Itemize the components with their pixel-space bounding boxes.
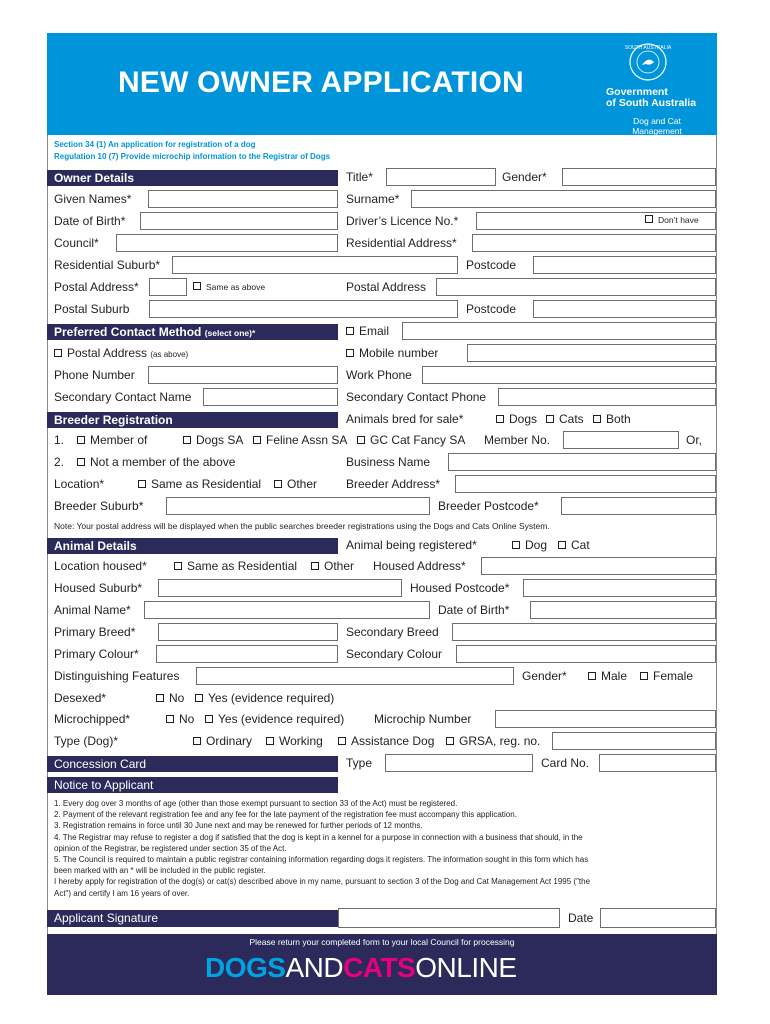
animal-name-label: Animal Name* [54, 603, 131, 617]
notice-line: 4. The Registrar may refuse to register a dog if satisfied that the dog is kept in a kennel for a purpose in connection with a business that should, in the [54, 832, 583, 842]
checkbox-icon [156, 694, 164, 702]
bred-dogs-label: Dogs [509, 412, 538, 426]
notice-line: opinion of the Registrar, be registered under section 35 of the Act. [54, 843, 287, 853]
grsa-option[interactable] [446, 734, 540, 748]
assistance-label: Assistance Dog [351, 734, 435, 748]
email-option[interactable] [346, 324, 389, 338]
microchip-number-label: Microchip Number [374, 712, 472, 726]
gc-label: GC Cat Fancy SA [370, 433, 466, 447]
animal-dog-label: Dog [525, 538, 548, 552]
housed-suburb-field[interactable] [158, 579, 402, 597]
being-registered-label: Animal being registered* [346, 538, 477, 552]
surname-label: Surname* [346, 192, 400, 206]
microchip-number-field[interactable] [495, 710, 716, 728]
microchipped-no-option[interactable] [166, 712, 194, 726]
microchipped-no-label: No [179, 712, 195, 726]
working-label: Working [279, 734, 323, 748]
member-no-label: Member No. [484, 433, 551, 447]
breeder-postcode-label: Breeder Postcode* [438, 499, 539, 513]
male-option[interactable] [588, 669, 627, 683]
checkbox-icon [174, 562, 182, 570]
signature-field[interactable] [338, 908, 560, 928]
checkbox-icon [446, 737, 454, 745]
signature-date-field[interactable] [600, 908, 716, 928]
checkbox-icon [645, 215, 653, 223]
bred-both-label: Both [606, 412, 631, 426]
checkbox-icon [346, 349, 354, 357]
animal-dob-field[interactable] [530, 601, 716, 619]
same-as-above-label: Same as above [206, 282, 266, 292]
notice-line: Act") and certify I am 16 years of over. [54, 888, 190, 898]
email-label: Email [359, 324, 390, 338]
desexed-label: Desexed* [54, 691, 107, 705]
housed-same-res-option[interactable] [174, 559, 297, 573]
breeder-same-res-option[interactable] [138, 477, 261, 491]
ordinary-option[interactable] [193, 734, 252, 748]
checkbox-icon [593, 415, 601, 423]
animal-name-field[interactable] [144, 601, 430, 619]
secondary-phone-field[interactable] [498, 388, 716, 406]
signature-heading: Applicant Signature [47, 910, 338, 927]
dont-have-label: Don’t have [658, 215, 699, 225]
animal-dog-option[interactable] [512, 538, 547, 552]
not-member-option[interactable] [77, 455, 235, 469]
logo-cats: CATS [343, 952, 416, 983]
checkbox-icon [205, 715, 213, 723]
checkbox-icon [346, 327, 354, 335]
surname-field[interactable] [411, 190, 716, 208]
title-label: Title* [346, 170, 373, 184]
feline-option[interactable] [253, 433, 347, 447]
postal-address-field[interactable] [436, 278, 716, 296]
work-phone-label: Work Phone [346, 368, 412, 382]
breeder-suburb-label: Breeder Suburb* [54, 499, 144, 513]
breeder-same-res-label: Same as Residential [151, 477, 262, 491]
contact-method-heading [47, 324, 338, 340]
primary-breed-field[interactable] [158, 623, 338, 641]
member-of-option[interactable] [77, 433, 147, 447]
dogs-sa-label: Dogs SA [196, 433, 244, 447]
given-names-field[interactable] [148, 190, 338, 208]
postcode-field[interactable] [533, 256, 716, 274]
postcode-label: Postcode [466, 258, 517, 272]
checkbox-icon [77, 458, 85, 466]
or-label: Or, [686, 433, 703, 447]
postal-option-label: Postal Address [67, 346, 148, 360]
postal-suburb-field[interactable] [149, 300, 458, 318]
notice-line: 5. The Council is required to maintain a public registrar containing information regarding dogs it registers. The information sought in this form which has [54, 855, 589, 865]
breeder-other-option[interactable] [274, 477, 317, 491]
mobile-field[interactable] [467, 344, 716, 362]
dogs-and-cats-online-logo [205, 952, 517, 984]
bred-dogs-option[interactable] [496, 412, 537, 426]
ordinary-label: Ordinary [206, 734, 253, 748]
animals-bred-label: Animals bred for sale* [346, 412, 464, 426]
business-label: Business Name [346, 455, 431, 469]
checkbox-icon [138, 480, 146, 488]
concession-heading: Concession Card [47, 756, 338, 772]
checkbox-icon [195, 694, 203, 702]
phone-label: Phone Number [54, 368, 135, 382]
primary-colour-label: Primary Colour* [54, 647, 139, 661]
signature-date-label: Date [568, 911, 594, 925]
checkbox-icon [357, 436, 365, 444]
email-field[interactable] [402, 322, 716, 340]
notice-line: 2. Payment of the relevant registration fee and any fee for the late payment of the registration fee must accompany this application. [54, 810, 517, 820]
breeder-other-label: Other [287, 477, 318, 491]
board-line1: Dog and Cat [633, 116, 681, 126]
mobile-option[interactable] [346, 346, 438, 360]
breeder-note: Note: Your postal address will be displayed when the public searches breeder registrations using the Dogs and Cats Online System. [54, 521, 550, 531]
checkbox-icon [558, 541, 566, 549]
checkbox-icon [274, 480, 282, 488]
mobile-label: Mobile number [359, 346, 439, 360]
checkbox-icon [512, 541, 520, 549]
checkbox-icon [183, 436, 191, 444]
desexed-no-label: No [169, 691, 185, 705]
checkbox-icon [77, 436, 85, 444]
animal-details-heading: Animal Details [47, 538, 338, 554]
housed-address-field[interactable] [481, 557, 716, 575]
checkbox-icon [193, 737, 201, 745]
desexed-no-option[interactable] [156, 691, 184, 705]
checkbox-icon [496, 415, 504, 423]
postal-option-note: (as above) [150, 350, 189, 359]
notice-line: 1. Every dog over 3 months of age (other than those exempt pursuant to section 33 of the Act) must be registered. [54, 799, 458, 808]
bred-cats-option[interactable] [546, 412, 584, 426]
postal-option[interactable] [54, 346, 188, 360]
checkbox-icon [338, 737, 346, 745]
gov-line1: Government [606, 86, 668, 98]
footer-banner [47, 934, 717, 995]
board-line2: Management Board [632, 126, 682, 146]
notice-heading: Notice to Applicant [47, 777, 338, 793]
checkbox-icon [193, 282, 201, 290]
breeder-heading: Breeder Registration [47, 412, 338, 428]
checkbox-icon [266, 737, 274, 745]
location-housed-label: Location housed* [54, 559, 147, 573]
work-phone-field[interactable] [422, 366, 716, 384]
business-field[interactable] [448, 453, 716, 471]
member-no-field[interactable] [563, 431, 679, 449]
animal-cat-label: Cat [571, 538, 590, 552]
bred-cats-label: Cats [559, 412, 584, 426]
breeder-suburb-field[interactable] [166, 497, 430, 515]
notice-line: I hereby apply for registration of the dog(s) or cat(s) described above in my name, pursuant to section 3 of the Dog and Cat Management Act 1995 ("the [54, 877, 591, 887]
regulation-line-2: Regulation 10 (7) Provide microchip information to the Registrar of Dogs [54, 152, 331, 161]
primary-breed-label: Primary Breed* [54, 625, 136, 639]
notice-line: been marked with an * will be included in the public register. [54, 866, 266, 876]
female-option[interactable] [640, 669, 693, 683]
res-suburb-field[interactable] [172, 256, 458, 274]
option-1-number: 1. [54, 433, 65, 447]
grsa-reg-field[interactable] [552, 732, 716, 750]
secondary-colour-label: Secondary Colour [346, 647, 443, 661]
grsa-label: GRSA, reg. no. [459, 734, 541, 748]
postal-address-label: Postal Address [346, 280, 427, 294]
checkbox-icon [54, 349, 62, 357]
animal-dob-label: Date of Birth* [438, 603, 510, 617]
logo-and: AND [285, 952, 344, 983]
housed-other-label: Other [324, 559, 355, 573]
housed-other-option[interactable] [311, 559, 354, 573]
male-label: Male [601, 669, 628, 683]
south-australia-crest-icon [624, 42, 672, 82]
res-suburb-label: Residential Suburb* [54, 258, 161, 272]
desexed-yes-label: Yes (evidence required) [208, 691, 335, 705]
government-label [606, 87, 696, 109]
assistance-option[interactable] [338, 734, 434, 748]
logo-dogs: DOGS [205, 952, 286, 983]
contact-heading-text: Preferred Contact Method [54, 325, 202, 339]
council-label: Council* [54, 236, 99, 250]
board-label [620, 116, 694, 146]
dob-label: Date of Birth* [54, 214, 126, 228]
secondary-name-field[interactable] [203, 388, 338, 406]
housed-postcode-field[interactable] [523, 579, 716, 597]
housed-address-label: Housed Address* [373, 559, 466, 573]
concession-type-label: Type [346, 756, 373, 770]
given-names-label: Given Names* [54, 192, 132, 206]
gov-line2: of South Australia [606, 97, 697, 109]
features-label: Distinguishing Features [54, 669, 180, 683]
not-member-label: Not a member of the above [90, 455, 236, 469]
svg-text:SOUTH AUSTRALIA: SOUTH AUSTRALIA [624, 45, 672, 51]
concession-type-field[interactable] [385, 754, 533, 772]
housed-postcode-label: Housed Postcode* [410, 581, 510, 595]
checkbox-icon [588, 672, 596, 680]
secondary-name-label: Secondary Contact Name [54, 390, 192, 404]
secondary-colour-field[interactable] [456, 645, 716, 663]
feline-label: Feline Assn SA [266, 433, 348, 447]
checkbox-icon [640, 672, 648, 680]
postcode2-label: Postcode [466, 302, 517, 316]
same-as-above-checkbox[interactable] [193, 282, 265, 292]
logo-online: ONLINE [415, 952, 517, 983]
council-field[interactable] [116, 234, 338, 252]
location-label: Location* [54, 477, 105, 491]
secondary-phone-label: Secondary Contact Phone [346, 390, 487, 404]
primary-colour-field[interactable] [156, 645, 338, 663]
animal-cat-option[interactable] [558, 538, 590, 552]
title-field[interactable] [386, 168, 496, 186]
desexed-yes-option[interactable] [195, 691, 334, 705]
features-field[interactable] [196, 667, 514, 685]
housed-same-res-label: Same as Residential [187, 559, 298, 573]
postcode2-field[interactable] [533, 300, 716, 318]
animal-gender-label: Gender* [522, 669, 567, 683]
checkbox-icon [166, 715, 174, 723]
gender-label: Gender* [502, 170, 547, 184]
checkbox-icon [546, 415, 554, 423]
postal-suburb-label: Postal Suburb [54, 302, 130, 316]
postal-address-req-label: Postal Address* [54, 280, 139, 294]
breeder-address-label: Breeder Address* [346, 477, 441, 491]
bred-both-option[interactable] [593, 412, 631, 426]
breeder-address-field[interactable] [455, 475, 716, 493]
secondary-breed-field[interactable] [452, 623, 716, 641]
breeder-postcode-field[interactable] [561, 497, 716, 515]
contact-heading-note: (select one)* [204, 328, 256, 338]
member-of-label: Member of [90, 433, 148, 447]
return-instruction: Please return your completed form to your local Council for processing [249, 937, 515, 947]
phone-field[interactable] [148, 366, 338, 384]
form-title: NEW OWNER APPLICATION [118, 66, 524, 99]
option-2-number: 2. [54, 455, 65, 469]
postal-address-short-field[interactable] [149, 278, 187, 296]
licence-label: Driver’s Licence No.* [346, 214, 459, 228]
working-option[interactable] [266, 734, 323, 748]
gender-field[interactable] [562, 168, 716, 186]
microchipped-yes-option[interactable] [205, 712, 344, 726]
female-label: Female [653, 669, 694, 683]
notice-line: 3. Registration remains in force until 30 June next and may be renewed for further periods of 12 months. [54, 821, 423, 831]
card-no-field[interactable] [599, 754, 716, 772]
regulation-line-1: Section 34 (1) An application for registration of a dog [54, 140, 256, 149]
card-no-label: Card No. [541, 756, 590, 770]
res-address-label: Residential Address* [346, 236, 457, 250]
microchipped-yes-label: Yes (evidence required) [218, 712, 345, 726]
gc-option[interactable] [357, 433, 465, 447]
dob-field[interactable] [140, 212, 338, 230]
microchipped-label: Microchipped* [54, 712, 131, 726]
type-dog-label: Type (Dog)* [54, 734, 119, 748]
checkbox-icon [311, 562, 319, 570]
dont-have-checkbox[interactable] [645, 215, 699, 225]
owner-details-heading: Owner Details [47, 170, 338, 186]
notice-text [54, 798, 709, 899]
secondary-breed-label: Secondary Breed [346, 625, 439, 639]
housed-suburb-label: Housed Suburb* [54, 581, 143, 595]
res-address-field[interactable] [472, 234, 716, 252]
dogs-sa-option[interactable] [183, 433, 243, 447]
checkbox-icon [253, 436, 261, 444]
